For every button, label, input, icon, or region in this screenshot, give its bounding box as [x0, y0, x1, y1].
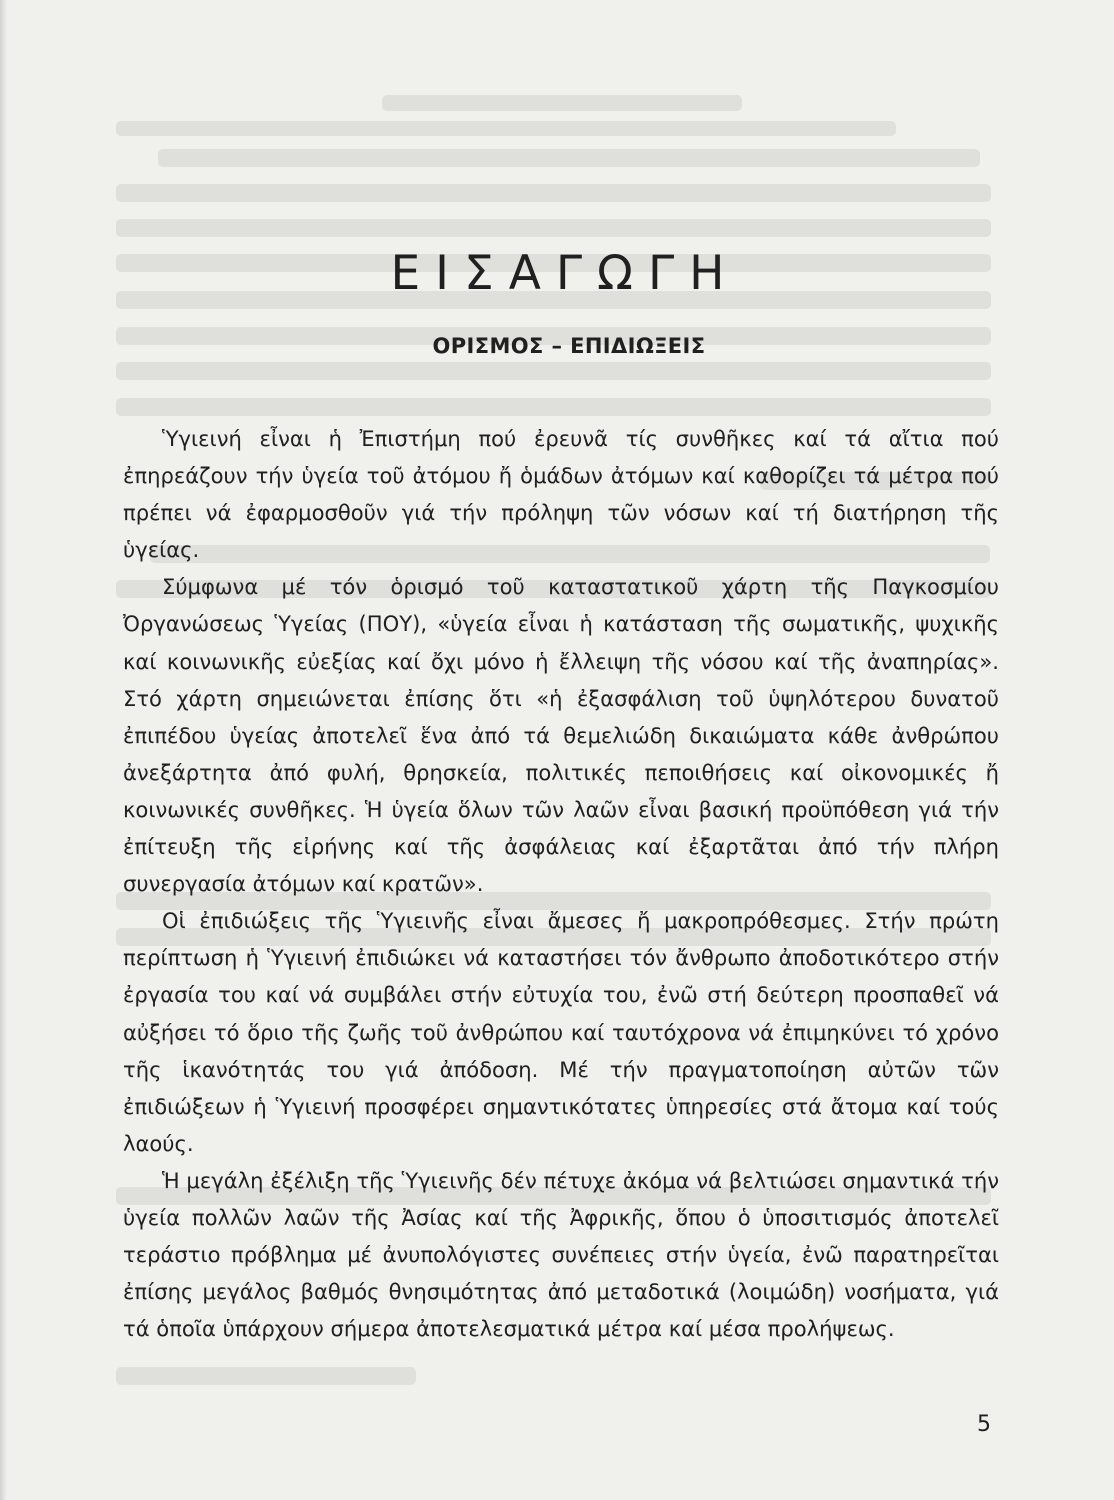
show-through-line — [158, 149, 980, 167]
show-through-line — [382, 95, 742, 111]
chapter-subtitle: ΟΡΙΣΜΟΣ – ΕΠΙΔΙΩΞΕΙΣ — [432, 334, 706, 358]
paragraph-global-health: Ἡ μεγάλη ἐξέλιξη τῆς Ὑγιεινῆς δέν πέτυχε ἀκόμα νά βελτιώσει σημαντικά τήν ὑγεία πολλῶν λαῶν τῆς Ἀσίας καί τῆς Ἀφρικῆς, ὅπου ὁ ὑποσιτισμός ἀποτελεῖ τεράστιο πρόβλημα μέ ἀνυπολόγιστες συνέπειες στήν ὑγεία, ἐνῶ παρατηρεῖται ἐπίσης μεγάλος βαθμός θνησιμότητας ἀπό μεταδοτικά (λοιμώδη) νοσήματα, γιά τά ὁποῖα ὑπάρχουν σήμερα ἀποτελεσματικά μέτρα καί μέσα προλήψεως. — [123, 1167, 999, 1342]
show-through-line — [116, 121, 896, 136]
page-number: 5 — [977, 1412, 991, 1437]
paragraph-who-definition: Σύμφωνα μέ τόν ὁρισμό τοῦ καταστατικοῦ χάρτη τῆς Παγκοσμίου Ὀργανώσεως Ὑγείας (ΠΟΥ), «ὑγεία εἶναι ἡ κατάσταση τῆς σωματικῆς, ψυχικῆς καί κοινωνικῆς εὐεξίας καί ὄχι μόνο ἡ ἔλλειψη τῆς νόσου καί τῆς ἀναπηρίας». Στό χάρτη σημειώνεται ἐπίσης ὅτι «ἡ ἐξασφάλιση τοῦ ὑψηλότερου δυνατοῦ ἐπιπέδου ὑγείας ἀποτελεῖ ἕνα ἀπό τά θεμελιώδη δικαιώματα κάθε ἀνθρώπου ἀνεξάρτητα ἀπό φυλή, θρησκεία, πολιτικές πεποιθήσεις καί οἰκονομικές ἤ κοινωνικές συνθῆκες. Ἡ ὑγεία ὅλων τῶν λαῶν εἶναι βασική προϋπόθεση γιά τήν ἐπίτευξη τῆς εἰρήνης καί τῆς ἀσφάλειας καί ἐξαρτᾶται ἀπό τήν πλήρη συνεργασία ἀτόμων καί κρατῶν». — [123, 574, 999, 897]
paragraph-definition: Ὑγιεινή εἶναι ἡ Ἐπιστήμη πού ἐρευνᾶ τίς συνθῆκες καί τά αἴτια πού ἐπηρεάζουν τήν ὑγεία τοῦ ἀτόμου ἤ ὁμάδων ἀτόμων καί καθορίζει τά μέτρα πού πρέπει νά ἐφαρμοσθοῦν γιά τήν πρόληψη τῶν νόσων καί τή διατήρηση τῆς ὑγείας. — [123, 426, 999, 563]
body-text — [123, 420, 999, 1347]
show-through-line — [116, 184, 991, 202]
show-through-line — [116, 398, 991, 416]
paragraph-goals: Οἱ ἐπιδιώξεις τῆς Ὑγιεινῆς εἶναι ἄμεσες ἤ μακροπρόθεσμες. Στήν πρώτη περίπτωση ἡ Ὑγιεινή ἐπιδιώκει νά καταστήσει τόν ἄνθρωπο ἀποδοτικότερο στήν ἐργασία του καί νά συμβάλει στήν εὐτυχία του, ἐνῶ στή δεύτερη προσπαθεῖ νά αὐξήσει τό ὅριο τῆς ζωῆς τοῦ ἀνθρώπου καί ταυτόχρονα νά ἐπιμηκύνει τό χρόνο τῆς ἱκανότητάς του γιά ἀπόδοση. Μέ τήν πραγματοποίηση αὐτῶν τῶν ἐπιδιώξεων ἡ Ὑγιεινή προσφέρει σημαντικότατες ὑπηρεσίες στά ἄτομα καί τούς λαούς. — [123, 908, 999, 1156]
show-through-line — [116, 362, 991, 380]
show-through-line — [116, 1367, 416, 1385]
show-through-line — [116, 219, 991, 237]
chapter-title: ΕΙΣΑΓΩΓΗ — [390, 246, 740, 301]
page-spine-shadow — [0, 0, 7, 1500]
